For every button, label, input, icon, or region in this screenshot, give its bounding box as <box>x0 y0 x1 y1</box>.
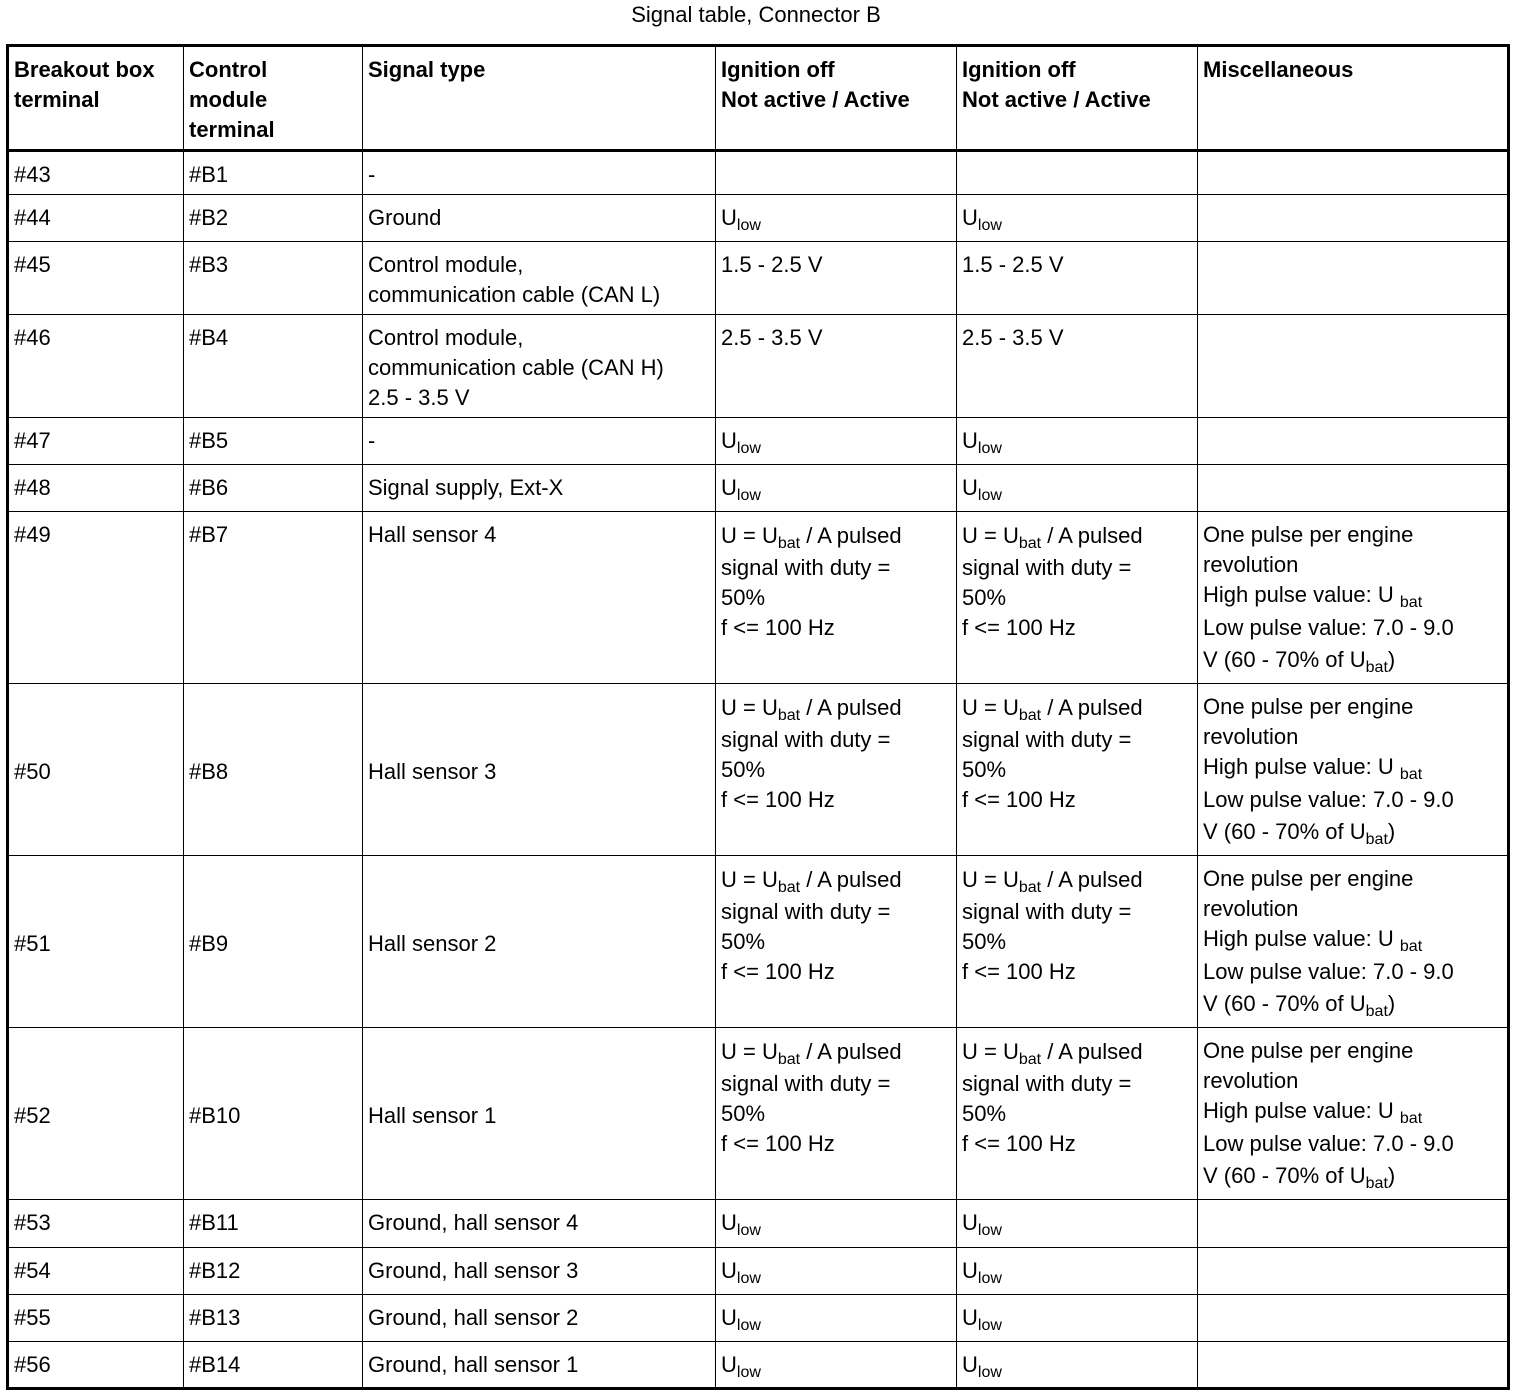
misc-high-pulse <box>1203 752 1502 782</box>
misc-line: One pulse per engine <box>1203 1038 1414 1063</box>
pulsed-rest: / A pulsed <box>800 523 902 548</box>
misc-low-pre: V (60 - 70% of <box>1203 819 1350 844</box>
u-low <box>962 1352 1002 1381</box>
u-bat-base: U <box>1002 867 1019 892</box>
misc-low-pre: V (60 - 70% of <box>1203 1163 1350 1188</box>
misc-line: One pulse per engine <box>1203 866 1414 891</box>
pulsed-duty: signal with duty = <box>962 555 1132 580</box>
ignition-a-cell <box>716 1248 957 1295</box>
table-row <box>8 465 1509 512</box>
u-low-sub: low <box>736 487 761 504</box>
breakout-terminal-cell: #55 <box>8 1295 184 1342</box>
misc-cell <box>1198 684 1509 856</box>
pulsed-line <box>962 518 1192 553</box>
misc-high-pulse <box>1203 1096 1502 1126</box>
u-bat <box>1002 695 1042 724</box>
pulsed-eq: U = <box>962 1039 1003 1064</box>
u-low <box>721 1258 761 1287</box>
ignition-a-cell <box>716 1200 957 1248</box>
signal-type-cell <box>363 315 716 418</box>
misc-low-post: ) <box>1387 819 1396 844</box>
pulsed-rest: / A pulsed <box>1041 1039 1143 1064</box>
misc-low-post: ) <box>1387 1163 1396 1188</box>
signal-type-line: Control module, <box>368 252 524 277</box>
u-low <box>721 475 761 504</box>
signal-type-cell <box>363 151 716 195</box>
ignition-b-cell <box>957 151 1198 195</box>
misc-low-pulse: Low pulse value: 7.0 - 9.0 <box>1203 959 1454 984</box>
misc-cell <box>1198 151 1509 195</box>
header-ignition-off-b: Ignition off Not active / Active <box>957 46 1198 151</box>
pulsed-line <box>721 518 951 553</box>
pulsed-eq: U = <box>721 523 762 548</box>
u-bat <box>1002 1039 1042 1068</box>
pulsed-line <box>721 1034 951 1069</box>
u-bat-sub: bat <box>1399 1110 1423 1127</box>
module-terminal-cell: #B14 <box>184 1342 363 1389</box>
u-low-base: U <box>721 1305 737 1330</box>
signal-type-cell <box>363 1342 716 1389</box>
misc-line: revolution <box>1203 896 1299 921</box>
misc-low-pulse: Low pulse value: 7.0 - 9.0 <box>1203 1131 1454 1156</box>
u-bat-base: U <box>761 523 778 548</box>
pulsed-percent: 50% <box>721 585 766 610</box>
ignition-a-cell <box>716 195 957 242</box>
u-low <box>721 428 761 457</box>
ignition-a-cell <box>716 418 957 465</box>
u-low-sub: low <box>736 217 761 234</box>
pulsed-percent: 50% <box>721 929 766 954</box>
ignition-a-cell <box>716 512 957 684</box>
signal-type-cell <box>363 418 716 465</box>
table-header-row <box>8 46 1509 151</box>
u-bat-base: U <box>1002 695 1019 720</box>
ignition-a-cell <box>716 856 957 1028</box>
ignition-b-cell <box>957 512 1198 684</box>
table-body <box>8 151 1509 1389</box>
breakout-terminal-cell: #44 <box>8 195 184 242</box>
misc-low-percent <box>1203 989 1502 1019</box>
u-low <box>962 428 1002 457</box>
pulsed-frequency: f <= 100 Hz <box>721 1131 835 1156</box>
u-low-base: U <box>962 428 978 453</box>
signal-type-line: Hall sensor 3 <box>368 758 497 784</box>
u-bat <box>761 523 801 552</box>
module-terminal-cell: #B12 <box>184 1248 363 1295</box>
u-bat-sub: bat <box>1399 766 1423 783</box>
u-low-sub: low <box>977 1364 1002 1381</box>
signal-type-cell <box>363 1248 716 1295</box>
ignition-b-cell: 2.5 - 3.5 V <box>957 315 1198 418</box>
ignition-a-cell <box>716 1028 957 1200</box>
misc-cell <box>1198 1028 1509 1200</box>
ignition-a-cell <box>716 684 957 856</box>
pulsed-percent: 50% <box>721 1101 766 1126</box>
u-low <box>962 1258 1002 1287</box>
pulsed-eq: U = <box>721 1039 762 1064</box>
ignition-b-cell <box>957 1248 1198 1295</box>
u-low-sub: low <box>736 440 761 457</box>
signal-type-line: Control module, <box>368 325 524 350</box>
module-terminal-cell: #B6 <box>184 465 363 512</box>
header-ignition-off-a: Ignition off Not active / Active <box>716 46 957 151</box>
u-low-sub: low <box>736 1364 761 1381</box>
pulsed-eq: U = <box>962 867 1003 892</box>
u-low-sub: low <box>977 440 1002 457</box>
u-low-base: U <box>962 205 978 230</box>
u-bat <box>1349 991 1388 1020</box>
table-row <box>8 684 1509 856</box>
misc-low-percent <box>1203 645 1502 675</box>
table-row <box>8 1248 1509 1295</box>
u-bat-sub: bat <box>1399 938 1423 955</box>
u-bat <box>1349 819 1388 848</box>
pulsed-frequency: f <= 100 Hz <box>721 959 835 984</box>
pulsed-percent: 50% <box>962 1101 1007 1126</box>
u-low-base: U <box>962 1305 978 1330</box>
pulsed-rest: / A pulsed <box>800 695 902 720</box>
ignition-b-cell <box>957 1200 1198 1248</box>
ignition-a-cell <box>716 1295 957 1342</box>
u-low <box>721 1210 761 1239</box>
u-bat-sub: bat <box>777 707 801 724</box>
u-low-sub: low <box>977 1270 1002 1287</box>
u-bat-sub: bat <box>1018 879 1042 896</box>
u-low <box>721 205 761 234</box>
misc-low-post: ) <box>1387 647 1396 672</box>
pulsed-duty: signal with duty = <box>962 727 1132 752</box>
u-low-sub: low <box>736 1317 761 1334</box>
u-bat <box>761 695 801 724</box>
pulsed-duty: signal with duty = <box>721 1071 891 1096</box>
u-low-base: U <box>721 205 737 230</box>
u-bat <box>1349 647 1388 676</box>
breakout-terminal-cell: #53 <box>8 1200 184 1248</box>
u-low-sub: low <box>977 487 1002 504</box>
breakout-terminal-cell: #43 <box>8 151 184 195</box>
module-terminal-cell: #B13 <box>184 1295 363 1342</box>
u-bat-sub: bat <box>1399 594 1423 611</box>
pulsed-percent: 50% <box>962 585 1007 610</box>
u-bat-base: U <box>1002 1039 1019 1064</box>
u-bat-base: U <box>1002 523 1019 548</box>
header-control-module-terminal: Control module terminal <box>184 46 363 151</box>
u-bat <box>1349 1163 1388 1192</box>
misc-line: One pulse per engine <box>1203 522 1414 547</box>
u-low <box>721 1305 761 1334</box>
u-low-sub: low <box>736 1270 761 1287</box>
u-low-sub: low <box>977 1317 1002 1334</box>
signal-type-cell <box>363 195 716 242</box>
misc-cell <box>1198 195 1509 242</box>
misc-cell <box>1198 1342 1509 1389</box>
module-terminal-cell: #B8 <box>184 684 363 856</box>
breakout-terminal-cell: #56 <box>8 1342 184 1389</box>
signal-type-cell <box>363 465 716 512</box>
breakout-terminal-cell: #52 <box>8 1028 184 1200</box>
u-low-base: U <box>962 475 978 500</box>
breakout-terminal-cell: #50 <box>8 684 184 856</box>
u-bat-base: U <box>1349 1163 1366 1188</box>
signal-type-line: Hall sensor 2 <box>368 930 497 956</box>
signal-type-line: Hall sensor 4 <box>368 522 497 547</box>
misc-low-pulse: Low pulse value: 7.0 - 9.0 <box>1203 615 1454 640</box>
u-bat-sub: bat <box>777 1051 801 1068</box>
u-bat-sub: bat <box>1365 659 1388 676</box>
misc-low-percent <box>1203 1161 1502 1191</box>
pulsed-line <box>721 862 951 897</box>
pulsed-rest: / A pulsed <box>800 867 902 892</box>
misc-cell <box>1198 1248 1509 1295</box>
ignition-a-cell <box>716 1342 957 1389</box>
table-row <box>8 195 1509 242</box>
pulsed-frequency: f <= 100 Hz <box>721 787 835 812</box>
signal-type-line: 2.5 - 3.5 V <box>368 385 470 410</box>
u-low <box>962 1210 1002 1239</box>
breakout-terminal-cell: #45 <box>8 242 184 315</box>
signal-type-line: communication cable (CAN H) <box>368 355 664 380</box>
misc-cell <box>1198 1295 1509 1342</box>
module-terminal-cell: #B11 <box>184 1200 363 1248</box>
u-low <box>721 1352 761 1381</box>
misc-line: revolution <box>1203 724 1299 749</box>
misc-high-label: High pulse value: U <box>1203 1098 1400 1123</box>
breakout-terminal-cell: #51 <box>8 856 184 1028</box>
misc-high-label: High pulse value: U <box>1203 582 1400 607</box>
table-row <box>8 1295 1509 1342</box>
signal-type-line: - <box>368 428 376 453</box>
u-low-base: U <box>721 428 737 453</box>
u-bat <box>1002 523 1042 552</box>
table-row <box>8 1200 1509 1248</box>
u-low-base: U <box>962 1352 978 1377</box>
signal-type-line: Ground, hall sensor 1 <box>368 1352 579 1377</box>
pulsed-line <box>962 1034 1192 1069</box>
pulsed-duty: signal with duty = <box>962 899 1132 924</box>
u-low <box>962 475 1002 504</box>
module-terminal-cell: #B5 <box>184 418 363 465</box>
signal-type-cell <box>363 1028 716 1200</box>
misc-cell <box>1198 315 1509 418</box>
breakout-terminal-cell: #54 <box>8 1248 184 1295</box>
u-low-base: U <box>962 1210 978 1235</box>
pulsed-percent: 50% <box>962 757 1007 782</box>
signal-type-cell <box>363 684 716 856</box>
u-low <box>962 205 1002 234</box>
u-bat-base: U <box>761 1039 778 1064</box>
u-bat-sub: bat <box>1365 1175 1388 1192</box>
table-row <box>8 242 1509 315</box>
module-terminal-cell: #B9 <box>184 856 363 1028</box>
pulsed-duty: signal with duty = <box>962 1071 1132 1096</box>
signal-type-line: Ground, hall sensor 3 <box>368 1258 579 1283</box>
misc-high-label: High pulse value: U <box>1203 754 1400 779</box>
misc-cell <box>1198 512 1509 684</box>
signal-type-line: Ground, hall sensor 2 <box>368 1305 579 1330</box>
signal-table <box>6 44 1510 1390</box>
pulsed-rest: / A pulsed <box>800 1039 902 1064</box>
pulsed-frequency: f <= 100 Hz <box>962 787 1076 812</box>
table-row <box>8 315 1509 418</box>
misc-low-post: ) <box>1387 991 1396 1016</box>
signal-type-line: - <box>368 162 376 187</box>
misc-high-pulse <box>1203 924 1502 954</box>
u-low <box>962 1305 1002 1334</box>
pulsed-frequency: f <= 100 Hz <box>962 615 1076 640</box>
u-bat-base: U <box>761 695 778 720</box>
ignition-a-cell <box>716 151 957 195</box>
u-low-sub: low <box>977 1222 1002 1239</box>
ignition-b-cell <box>957 684 1198 856</box>
ignition-b-cell <box>957 465 1198 512</box>
u-bat-sub: bat <box>1365 1003 1388 1020</box>
table-row <box>8 1028 1509 1200</box>
u-low-base: U <box>721 1258 737 1283</box>
u-low-sub: low <box>977 217 1002 234</box>
ignition-b-cell <box>957 1342 1198 1389</box>
u-bat-sub: bat <box>777 535 801 552</box>
breakout-terminal-cell: #46 <box>8 315 184 418</box>
module-terminal-cell: #B2 <box>184 195 363 242</box>
misc-low-pre: V (60 - 70% of <box>1203 991 1350 1016</box>
breakout-terminal-cell: #47 <box>8 418 184 465</box>
ignition-b-cell <box>957 1028 1198 1200</box>
pulsed-line <box>721 690 951 725</box>
table-row <box>8 512 1509 684</box>
ignition-a-cell: 1.5 - 2.5 V <box>716 242 957 315</box>
misc-cell <box>1198 418 1509 465</box>
breakout-terminal-cell: #48 <box>8 465 184 512</box>
u-low-base: U <box>962 1258 978 1283</box>
ignition-a-cell <box>716 465 957 512</box>
u-bat <box>1002 867 1042 896</box>
misc-cell <box>1198 465 1509 512</box>
signal-type-line: Ground, hall sensor 4 <box>368 1210 579 1235</box>
header-signal-type: Signal type <box>363 46 716 151</box>
pulsed-duty: signal with duty = <box>721 899 891 924</box>
pulsed-duty: signal with duty = <box>721 727 891 752</box>
u-bat-sub: bat <box>1365 831 1388 848</box>
misc-low-pulse: Low pulse value: 7.0 - 9.0 <box>1203 787 1454 812</box>
pulsed-rest: / A pulsed <box>1041 523 1143 548</box>
misc-low-percent <box>1203 817 1502 847</box>
module-terminal-cell: #B3 <box>184 242 363 315</box>
misc-line: One pulse per engine <box>1203 694 1414 719</box>
pulsed-eq: U = <box>962 695 1003 720</box>
module-terminal-cell: #B1 <box>184 151 363 195</box>
pulsed-percent: 50% <box>962 929 1007 954</box>
signal-type-cell <box>363 512 716 684</box>
table-row <box>8 856 1509 1028</box>
pulsed-percent: 50% <box>721 757 766 782</box>
pulsed-frequency: f <= 100 Hz <box>962 959 1076 984</box>
pulsed-eq: U = <box>721 867 762 892</box>
table-row <box>8 1342 1509 1389</box>
pulsed-eq: U = <box>962 523 1003 548</box>
table-row <box>8 418 1509 465</box>
u-low-base: U <box>721 1210 737 1235</box>
u-low-sub: low <box>736 1222 761 1239</box>
u-low-base: U <box>721 1352 737 1377</box>
misc-high-pulse <box>1203 580 1502 610</box>
misc-cell <box>1198 856 1509 1028</box>
u-bat-sub: bat <box>1018 1051 1042 1068</box>
misc-low-pre: V (60 - 70% of <box>1203 647 1350 672</box>
pulsed-line <box>962 862 1192 897</box>
ignition-b-cell <box>957 1295 1198 1342</box>
signal-type-line: Ground <box>368 205 442 230</box>
module-terminal-cell: #B4 <box>184 315 363 418</box>
module-terminal-cell: #B10 <box>184 1028 363 1200</box>
ignition-a-cell: 2.5 - 3.5 V <box>716 315 957 418</box>
signal-type-line: Signal supply, Ext-X <box>368 475 564 500</box>
signal-type-line: Hall sensor 1 <box>368 1102 497 1128</box>
ignition-b-cell <box>957 195 1198 242</box>
u-bat-base: U <box>1349 991 1366 1016</box>
ignition-b-cell <box>957 418 1198 465</box>
pulsed-frequency: f <= 100 Hz <box>962 1131 1076 1156</box>
u-bat <box>761 1039 801 1068</box>
ignition-b-cell: 1.5 - 2.5 V <box>957 242 1198 315</box>
u-bat-base: U <box>1349 819 1366 844</box>
table-row <box>8 151 1509 195</box>
signal-type-cell <box>363 856 716 1028</box>
pulsed-rest: / A pulsed <box>1041 695 1143 720</box>
u-bat-sub: bat <box>1018 535 1042 552</box>
page-title: Signal table, Connector B <box>631 2 881 27</box>
pulsed-eq: U = <box>721 695 762 720</box>
breakout-terminal-cell: #49 <box>8 512 184 684</box>
pulsed-frequency: f <= 100 Hz <box>721 615 835 640</box>
u-low-base: U <box>721 475 737 500</box>
signal-type-line: communication cable (CAN L) <box>368 282 661 307</box>
u-bat-sub: bat <box>777 879 801 896</box>
signal-type-cell <box>363 1295 716 1342</box>
misc-high-label: High pulse value: U <box>1203 926 1400 951</box>
misc-line: revolution <box>1203 1068 1299 1093</box>
misc-cell <box>1198 1200 1509 1248</box>
pulsed-line <box>962 690 1192 725</box>
u-bat-sub: bat <box>1018 707 1042 724</box>
u-bat-base: U <box>1349 647 1366 672</box>
misc-cell <box>1198 242 1509 315</box>
header-breakout-terminal: Breakout box terminal <box>8 46 184 151</box>
module-terminal-cell: #B7 <box>184 512 363 684</box>
misc-line: revolution <box>1203 552 1299 577</box>
u-bat <box>761 867 801 896</box>
pulsed-duty: signal with duty = <box>721 555 891 580</box>
pulsed-rest: / A pulsed <box>1041 867 1143 892</box>
header-miscellaneous: Miscellaneous <box>1198 46 1509 151</box>
signal-type-cell <box>363 242 716 315</box>
u-bat-base: U <box>761 867 778 892</box>
signal-type-cell <box>363 1200 716 1248</box>
ignition-b-cell <box>957 856 1198 1028</box>
